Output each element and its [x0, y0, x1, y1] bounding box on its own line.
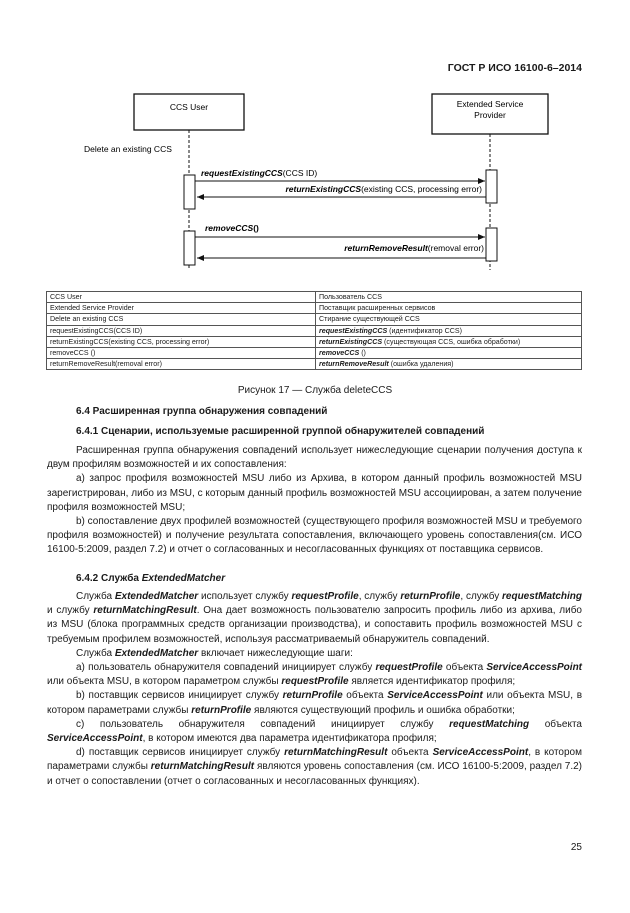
actor-provider-label-2: Provider: [474, 110, 506, 120]
list-item: с) пользователь обнаружителя совпадений инициирует службу requestMatching объекта ServiceAccessPoint, в котором имеются два параметра идентификатора профиля;: [47, 718, 582, 745]
list-item: b) поставщик сервисов инициирует службу returnProfile объекта ServiceAccessPoint или объекта MSU, в котором параметрами службы returnProfile являются существующий профиль и ошибка обработки;: [47, 690, 583, 716]
actor-ccs-user-label: CCS User: [169, 102, 209, 112]
scenario-label: Delete an existing CCS: [84, 144, 172, 154]
list-item: а) пользователь обнаружителя совпадений инициирует службу requestProfile объекта ServiceAccessPoint или объекта MSU, в котором параметром службы requestProfile является идентификатор профиля;: [47, 662, 583, 688]
msg-return-remove-result: returnRemoveResult: [344, 243, 428, 253]
legend-ru: removeCCS (): [316, 347, 582, 358]
paragraph: Служба ExtendedMatcher включает нижеследующие шаги:: [76, 647, 353, 659]
table-row: [47, 325, 582, 336]
paragraph: Расширенная группа обнаружения совпадений использует нижеследующие сценарии получения доступа к двум профилям возможностей и их сопоставления:: [47, 445, 582, 471]
legend-ru: Пользователь CCS: [316, 292, 582, 303]
section-6-4-2-body: [47, 590, 582, 789]
legend-en: returnExistingCCS(existing CCS, processing error): [47, 336, 316, 347]
activation-left-1: [184, 175, 195, 209]
legend-ru: returnExistingCCS (существующая CCS, ошибка обработки): [316, 336, 582, 347]
svg-text:returnRemoveResult(removal err: [344, 243, 484, 253]
legend-ru: Стирание существующей CCS: [316, 314, 582, 325]
table-row: [47, 303, 582, 314]
legend-ru: returnRemoveResult (ошибка удаления): [316, 359, 582, 370]
table-row: [47, 336, 582, 347]
msg-return-remove-result-args: (removal error): [427, 243, 484, 253]
standard-header: ГОСТ Р ИСО 16100-6–2014: [447, 62, 582, 74]
legend-en: CCS User: [47, 292, 316, 303]
list-item: а) запрос профиля возможностей MSU либо из Архива, в котором данный профиль возможностей MSU зарегистрирован, либо из MSU, с которым данный профиль возможностей MSU ассоциирован, а затем получение профиля возможностей MSU;: [47, 473, 582, 513]
list-item: d) поставщик сервисов инициирует службу returnMatchingResult объекта ServiceAccessPoint, в котором параметрами службы returnMatchingResult являются уровень сопоставления (см. ИСО 16100-5:2009, раздел 7.2) и отчет о сопоставлении (отчет о согласованных и несогласованных функциях).: [47, 747, 582, 787]
activation-left-2: [184, 231, 195, 265]
legend-en: returnRemoveResult(removal error): [47, 359, 316, 370]
section-heading-6-4: 6.4 Расширенная группа обнаружения совпадений: [76, 406, 328, 417]
sequence-diagram: [0, 0, 630, 290]
section-heading-6-4-2: 6.4.2 Служба ExtendedMatcher: [76, 573, 226, 584]
legend-ru: Поставщик расширенных сервисов: [316, 303, 582, 314]
section-heading-6-4-1: 6.4.1 Сценарии, используемые расширенной группой обнаружителей совпадений: [76, 426, 485, 437]
legend-en: Delete an existing CCS: [47, 314, 316, 325]
list-item: b) сопоставление двух профилей возможностей (существующего профиля возможностей MSU и требуемого профиля возможностей) и получение результата сопоставления, включающего уровень сопоставления(см. ИСО 16100-5:2009, раздел 7.2) и отчет о согласованных и несогласованных функциях от поставщика сервисов.: [47, 516, 582, 556]
msg-return-existing-ccs-args: (existing CCS, processing error): [361, 184, 482, 194]
section-6-4-1-body: [47, 444, 582, 558]
table-row: [47, 314, 582, 325]
table-row: [47, 359, 582, 370]
legend-en: Extended Service Provider: [47, 303, 316, 314]
legend-en: removeCCS (): [47, 347, 316, 358]
msg-remove-ccs-args: (): [253, 223, 259, 233]
actor-provider-label-1: Extended Service: [456, 99, 524, 109]
activation-right-2: [486, 228, 497, 261]
actor-ccs-user-box: [134, 94, 244, 130]
table-row: [47, 347, 582, 358]
svg-text:requestExistingCCS(CCS ID): [201, 168, 317, 178]
msg-return-existing-ccs: returnExistingCCS: [285, 184, 362, 194]
figure-caption: Рисунок 17 — Служба deleteCCS: [237, 385, 393, 396]
legend-en: requestExistingCCS(CCS ID): [47, 325, 316, 336]
legend-table: [46, 291, 582, 370]
msg-request-existing-ccs: requestExistingCCS: [201, 168, 283, 178]
msg-request-existing-ccs-args: (CCS ID): [282, 168, 318, 178]
page-number: 25: [570, 842, 582, 853]
activation-right-1: [486, 170, 497, 203]
svg-text:removeCCS(): [205, 223, 259, 233]
svg-text:returnExistingCCS(existing CCS: [285, 184, 482, 194]
legend-ru: requestExistingCCS (идентификатор CCS): [316, 325, 582, 336]
msg-remove-ccs: removeCCS: [205, 223, 254, 233]
table-row: [47, 292, 582, 303]
paragraph: Служба ExtendedMatcher использует службу requestProfile, службу returnProfile, службу requestMatching и службу returnMatchingResult. Она дает возможность пользователю запросить профиль либо из архива, либо из MSU (блока программных средств организации производства), и сопоставить профиль возможностей MSU с требуемым профилем возможностей, используя рассматриваемый обнаружитель совпадений.: [47, 591, 583, 645]
